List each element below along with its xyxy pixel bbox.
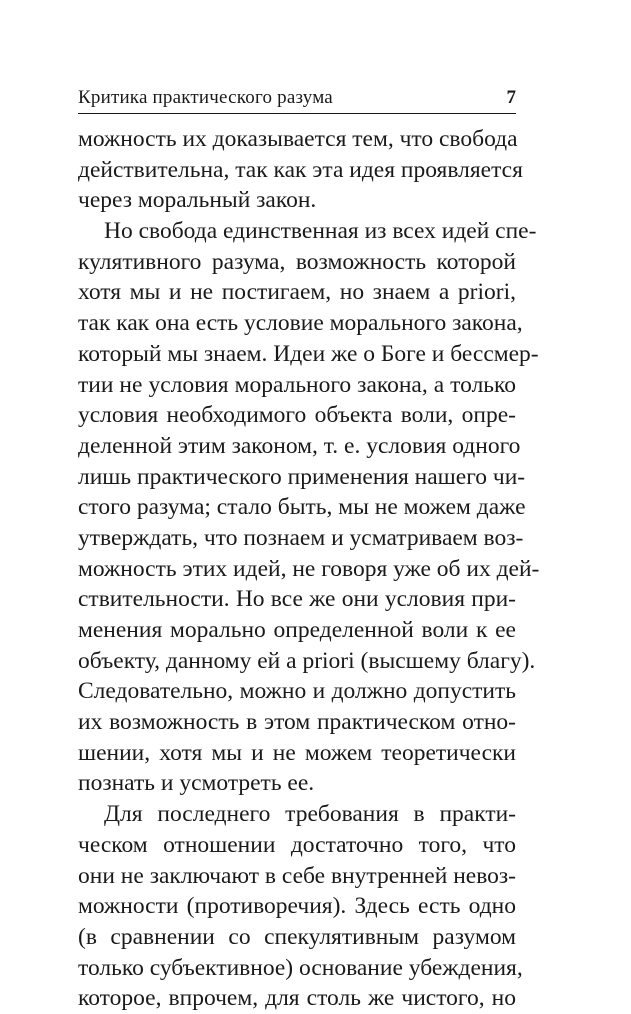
header-rule [78,113,516,114]
running-header [78,86,516,110]
text-line: действительна, так как эта идея проявляется [78,156,523,183]
text-line: через моральный закон. [78,187,317,214]
text-line: утверждать, что познаем и усматриваем воз- [78,524,524,551]
text-line: Следовательно, можно и должно допустить [78,678,516,705]
text-line: ческом отношении достаточно того, что [78,831,516,858]
text-line: деленной этим законом, т. е. условия одного [78,432,521,459]
text-line: можности (противоречия). Здесь есть одно [78,893,516,920]
text-line: познать и усмотреть ее. [78,770,315,797]
text-line: их возможность в этом практическом отно- [78,709,516,736]
text-line: условия необходимого объекта воли, опре- [78,402,516,429]
text-line: можность их доказывается тем, что свобода [78,126,518,152]
text-line: которое, впрочем, для столь же чистого, но [78,985,516,1012]
text-line: (в сравнении со спекулятивным разумом [78,923,516,950]
text-line: кулятивного разума, возможность которой [78,248,516,275]
body-text [78,124,540,1014]
text-line: тии не условия морального закона, а только [78,371,516,398]
text-line: только субъективное) основание убеждения, [78,954,523,981]
running-header-title: Критика практического разума [78,87,333,108]
text-line: шении, хотя мы и не можем теоретически [78,739,516,766]
text-line: так как она есть условие морального закона, [78,310,523,337]
text-line: Но свобода единственная из всех идей спе- [104,218,537,245]
text-line: хотя мы и не постигаем, но знаем a priori, [78,279,516,306]
text-line: ствительности. Но все же они условия при- [78,586,516,613]
text-line: который мы знаем. Идеи же о Боге и бессмер- [78,340,539,367]
text-line: стого разума; стало быть, мы не можем даже [78,494,526,521]
text-line: они не заключают в себе внутренней невоз- [78,862,516,889]
text-line: объекту, данному ей a priori (высшему благу). [78,647,536,674]
text-line: Для последнего требования в практи- [104,801,516,828]
text-line: менения морально определенной воли к ее [78,617,516,643]
text-line: можность этих идей, не говоря уже об их дей- [78,555,540,582]
text-line: лишь практического применения нашего чи- [78,463,526,490]
page-number: 7 [506,87,516,108]
